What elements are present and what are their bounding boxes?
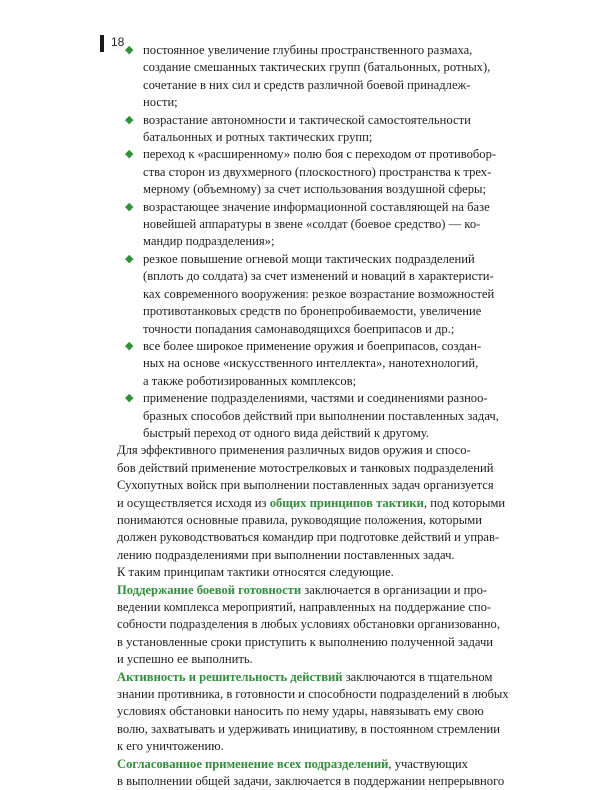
- text-line: переход к «расширенному» полю боя с переходом от противобор-: [143, 147, 497, 162]
- paragraph-coordinated-use: [117, 756, 515, 790]
- list-item: [117, 199, 515, 251]
- list-item: [117, 146, 515, 198]
- list-item: [117, 390, 515, 442]
- text-line: новейшей аппаратуры в звене «солдат (боевое средство) — ко-: [143, 217, 481, 232]
- text-line: создание смешанных тактических групп (батальонных, ротных),: [143, 60, 491, 75]
- text-segment: заключаются в тщательном: [342, 669, 493, 684]
- diamond-bullet-icon: ◆: [125, 113, 134, 126]
- text-line: условиях обстановки наносить по нему удары, навязывать ему свою: [117, 704, 484, 719]
- text-line: должен руководствоваться командир при подготовке действий и управ-: [117, 530, 500, 545]
- diamond-bullet-icon: ◆: [125, 339, 134, 352]
- list-item: [117, 338, 515, 390]
- text-line: возрастание автономности и тактической самостоятельности: [143, 112, 471, 127]
- text-line: Сухопутных войск при выполнении поставленных задач организуется: [117, 478, 494, 493]
- text-line: применение подразделениями, частями и соединениями разноо-: [143, 391, 488, 406]
- text-line: точности попадания самонаводящихся боеприпасов и др.;: [143, 321, 455, 336]
- text-line: понимаются основные правила, руководящие положения, которыми: [117, 512, 482, 527]
- paragraph-activity-decisiveness: [117, 669, 515, 756]
- text-line: и успешно ее выполнить.: [117, 652, 253, 667]
- text-line: [117, 669, 515, 686]
- text-segment: , под которыми: [423, 495, 506, 510]
- text-line: К таким принципам тактики относятся следующие.: [117, 565, 394, 580]
- text-line: ства сторон из двухмерного (плоскостного) пространства к трех-: [143, 164, 492, 179]
- highlighted-term: Согласованное применение всех подразделений: [117, 756, 389, 771]
- diamond-bullet-icon: ◆: [125, 148, 134, 161]
- text-line: ках современного вооружения: резкое возрастание возможностей: [143, 286, 495, 301]
- text-line: мандир подразделения»;: [143, 234, 275, 249]
- diamond-bullet-icon: ◆: [125, 44, 134, 56]
- text-line: быстрый переход от одного вида действий к другому.: [143, 425, 429, 440]
- page-number: 18: [111, 35, 125, 50]
- text-line: а также роботизированных комплексов;: [143, 373, 357, 388]
- text-line: к его уничтожению.: [117, 739, 224, 754]
- text-line: лению подразделениями при выполнении поставленных задач.: [117, 547, 455, 562]
- text-line: возрастающее значение информационной составляющей на базе: [143, 199, 490, 214]
- text-line: бов действий применение мотострелковых и танковых подразделений: [117, 460, 494, 475]
- page-content: [117, 42, 515, 790]
- highlighted-term: Активность и решительность действий: [117, 669, 343, 684]
- text-line: ности;: [143, 95, 178, 110]
- text-line: ных на основе «искусственного интеллекта», нанотехнологий,: [143, 356, 479, 371]
- text-line: ведении комплекса мероприятий, направленных на поддержание спо-: [117, 600, 492, 614]
- diamond-bullet-icon: ◆: [125, 200, 134, 213]
- text-line: бразных способов действий при выполнении поставленных задач,: [143, 408, 499, 423]
- diamond-bullet-icon: ◆: [125, 392, 134, 405]
- text-line: собности подразделения в любых условиях обстановки организованно,: [117, 617, 500, 632]
- list-item: [117, 112, 515, 147]
- bullet-list: [117, 42, 515, 442]
- text-line: батальонных и ротных тактических групп;: [143, 130, 373, 145]
- paragraph-combat-readiness: [117, 582, 515, 669]
- text-line: в установленные сроки приступить к выполнению полученной задачи: [117, 634, 494, 649]
- paragraph-principles-intro: [117, 442, 515, 564]
- text-line: (вплоть до солдата) за счет изменений и новаций в характеристи-: [143, 269, 494, 284]
- text-line: [117, 495, 515, 512]
- text-segment: , участвующих: [388, 756, 468, 771]
- text-line: все более широкое применение оружия и боеприпасов, создан-: [143, 338, 482, 353]
- text-line: знании противника, в готовности и способности подразделений в любых: [117, 687, 509, 702]
- text-line: в выполнении общей задачи, заключается в поддержании непрерывного: [117, 774, 505, 789]
- diamond-bullet-icon: ◆: [125, 252, 134, 265]
- highlighted-term: общих принципов тактики: [269, 495, 424, 510]
- text-line: противотанковых средств по бронепробиваемости, увеличение: [143, 304, 482, 319]
- header-bar-marker: [100, 35, 104, 52]
- text-segment: и осуществляется исходя из: [117, 495, 270, 510]
- text-line: Для эффективного применения различных видов оружия и спосо-: [117, 443, 471, 458]
- text-line: резкое повышение огневой мощи тактических подразделений: [143, 251, 475, 266]
- text-line: [117, 756, 515, 773]
- text-segment: заключается в организации и про-: [301, 582, 488, 597]
- paragraph-principles-list-lead: [117, 564, 515, 581]
- text-line: постоянное увеличение глубины пространственного размаха,: [143, 43, 473, 57]
- text-line: волю, захватывать и удерживать инициативу, в постоянном стремлении: [117, 721, 500, 736]
- list-item: [117, 251, 515, 338]
- text-line: [117, 582, 515, 599]
- highlighted-term: Поддержание боевой готовности: [117, 582, 302, 597]
- text-line: мерному (объемному) за счет использования воздушной сферы;: [143, 182, 486, 197]
- text-line: сочетание в них сил и средств различной боевой принадлеж-: [143, 77, 471, 92]
- list-item: [117, 42, 515, 112]
